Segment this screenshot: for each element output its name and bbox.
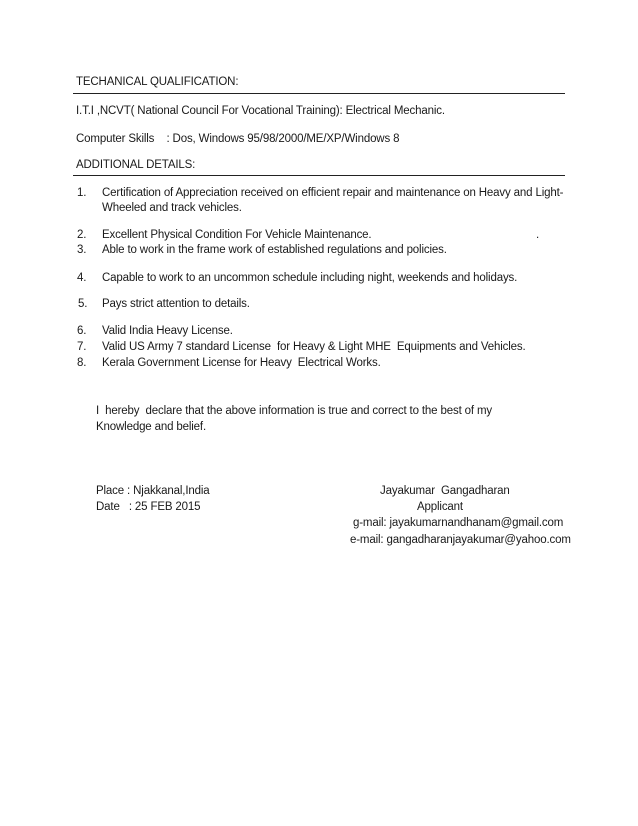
list-item-number: 8. bbox=[77, 357, 87, 369]
list-item-number: 4. bbox=[77, 272, 87, 284]
list-item-text: Certification of Appreciation received on efficient repair and maintenance on Heavy and Light- bbox=[102, 187, 564, 199]
list-item-number: 6. bbox=[77, 325, 87, 337]
list-item-text: Excellent Physical Condition For Vehicle Maintenance. bbox=[102, 229, 372, 241]
list-item-number: 2. bbox=[77, 229, 87, 241]
iti-qualification: I.T.I ,NCVT( National Council For Vocational Training): Electrical Mechanic. bbox=[76, 105, 445, 117]
list-item-text: Able to work in the frame work of established regulations and policies. bbox=[102, 244, 447, 256]
applicant-name: Jayakumar Gangadharan bbox=[380, 485, 510, 497]
email-address: e-mail: gangadharanjayakumar@yahoo.com bbox=[350, 534, 571, 546]
list-item-text: Capable to work to an uncommon schedule including night, weekends and holidays. bbox=[102, 272, 518, 284]
place: Place : Njakkanal,India bbox=[96, 485, 210, 497]
computer-skills: Computer Skills : Dos, Windows 95/98/2000/ME/XP/Windows 8 bbox=[76, 133, 400, 145]
list-item-trailing-dot: . bbox=[536, 229, 540, 241]
technical-qualification-heading: TECHANICAL QUALIFICATION: bbox=[76, 76, 239, 88]
list-item-number: 7. bbox=[77, 341, 87, 353]
date: Date : 25 FEB 2015 bbox=[96, 501, 201, 513]
list-item-number: 3. bbox=[77, 244, 87, 256]
heading-rule bbox=[73, 93, 565, 94]
list-item-text: Valid US Army 7 standard License for Heavy & Light MHE Equipments and Vehicles. bbox=[102, 341, 526, 353]
applicant-role: Applicant bbox=[417, 501, 463, 513]
list-item-text: Pays strict attention to details. bbox=[102, 298, 250, 310]
gmail-address: g-mail: jayakumarnandhanam@gmail.com bbox=[353, 517, 564, 529]
list-item-number: 5. bbox=[78, 298, 88, 310]
list-item-text: Kerala Government License for Heavy Electrical Works. bbox=[102, 357, 381, 369]
declaration-line: I hereby declare that the above information is true and correct to the best of my bbox=[96, 405, 493, 417]
list-item-text: Wheeled and track vehicles. bbox=[102, 202, 242, 214]
list-item-number: 1. bbox=[77, 187, 87, 199]
list-item-text: Valid India Heavy License. bbox=[102, 325, 233, 337]
declaration-line: Knowledge and belief. bbox=[96, 421, 207, 433]
heading-rule bbox=[73, 175, 565, 176]
additional-details-heading: ADDITIONAL DETAILS: bbox=[76, 159, 196, 171]
